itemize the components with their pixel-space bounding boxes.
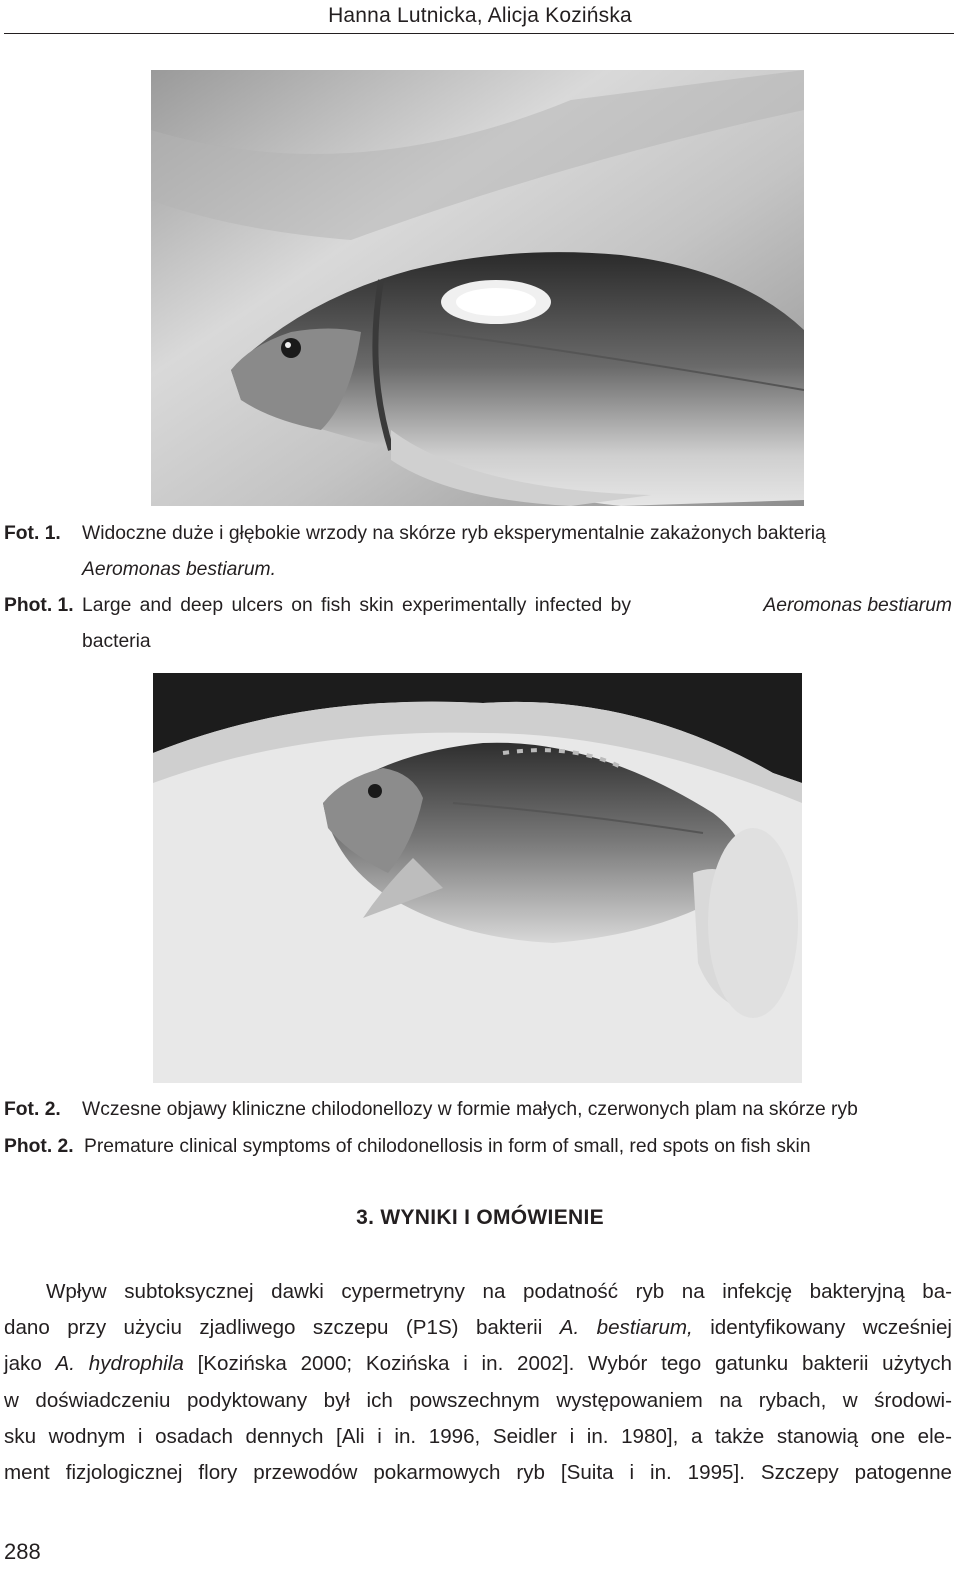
caption-text: Large and deep ulcers on fish skin experimentally infected by [82, 595, 631, 616]
body-line: dano przy użyciu zjadliwego szczepu (P1S) bakterii A. bestiarum, identyfikowany wcześniej [4, 1316, 952, 1340]
species-name: A. hydrophila [55, 1352, 184, 1376]
caption-label: Phot. 1. [4, 595, 74, 616]
caption-text: Premature clinical symptoms of chilodonellosis in form of small, red spots on fish skin [84, 1136, 811, 1157]
species-name: A. bestiarum, [559, 1316, 693, 1340]
species-name: Aeromonas bestiarum [763, 595, 952, 616]
caption-label: Phot. 2. [4, 1136, 74, 1157]
caption-phot1-en [4, 588, 952, 624]
page-number: 288 [4, 1539, 41, 1564]
fish-with-ulcers-photo [151, 70, 804, 506]
caption-text: Wczesne objawy kliniczne chilodonellozy w formie małych, czerwonych plam na skórze ryb [82, 1099, 858, 1120]
running-header: Hanna Lutnicka, Alicja Kozińska [328, 4, 632, 27]
body-line: ment fizjologicznej flory przewodów pokarmowych ryb [Suita i in. 1995]. Szczepy patogenne [4, 1460, 952, 1484]
section-title: 3. WYNIKI I OMÓWIENIE [356, 1206, 604, 1229]
body-line: Wpływ subtoksycznej dawki cypermetryny na podatność ryb na infekcję bakteryjną ba- [46, 1280, 952, 1303]
header-rule [4, 33, 954, 34]
caption-fot1-pl [4, 516, 952, 552]
body-paragraph [4, 1274, 952, 1491]
caption-text: Widoczne duże i głębokie wrzody na skórze ryb eksperymentalnie zakażonych bakterią [82, 523, 826, 544]
body-line: sku wodnym i osadach dennych [Ali i in. 1996, Seidler i in. 1980], a także stanowią one ele- [4, 1424, 952, 1448]
caption-phot2-en [4, 1129, 952, 1165]
caption-fot1-pl-species [4, 552, 952, 588]
fish-with-red-spots-photo [153, 673, 802, 1083]
body-line: jako A. hydrophila [Kozińska 2000; Kozińska i in. 2002]. Wybór tego gatunku bakterii użytych [4, 1352, 952, 1376]
body-line: w doświadczeniu podyktowany był ich powszechnym występowaniem na rybach, w środowi- [4, 1388, 952, 1412]
caption-label: Fot. 2. [4, 1099, 61, 1120]
caption-label: Fot. 1. [4, 523, 61, 544]
species-name: Aeromonas bestiarum. [82, 559, 276, 580]
caption-text: bacteria [82, 631, 151, 652]
caption-phot1-en-tail [4, 624, 952, 660]
caption-fot2-pl [4, 1092, 952, 1128]
